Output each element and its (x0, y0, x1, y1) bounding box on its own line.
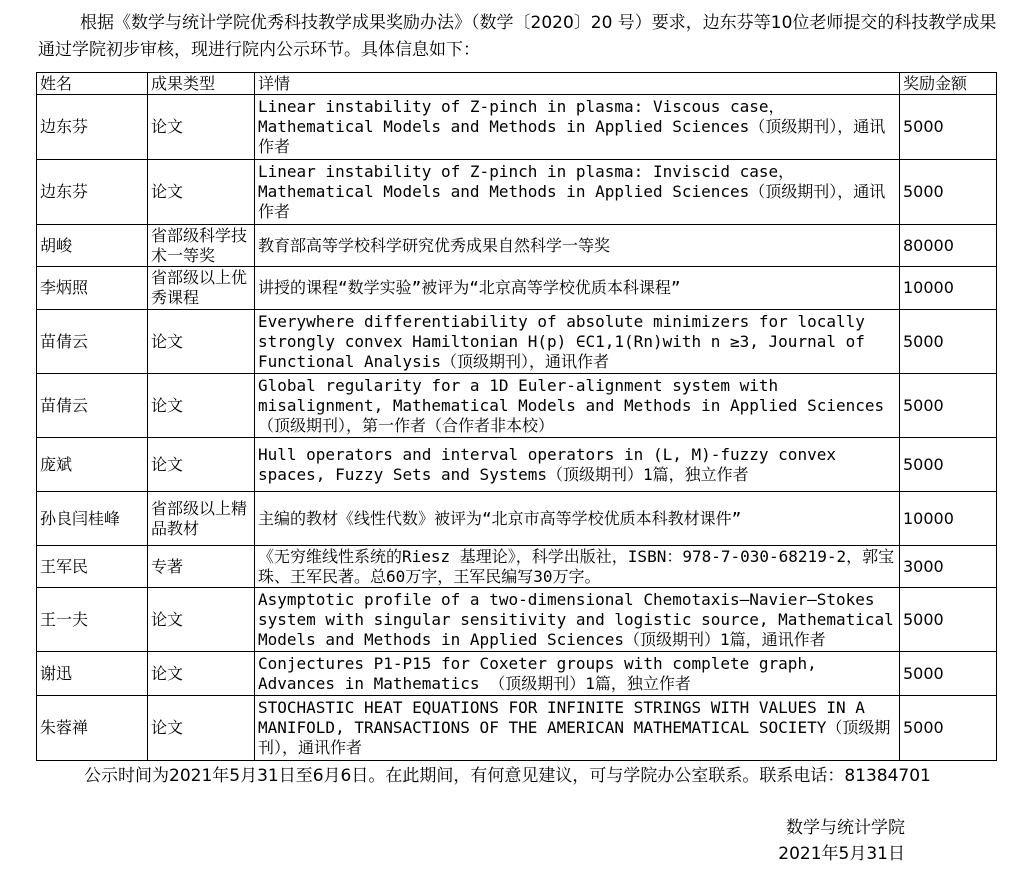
cell-name: 朱蓉禅 (37, 696, 148, 761)
cell-detail: Conjectures P1-P15 for Coxeter groups with complete graph, Advances in Mathematics （顶级期刊）1篇，独立作者 (255, 652, 900, 696)
cell-type: 论文 (148, 438, 255, 492)
cell-name: 边东芬 (37, 95, 148, 160)
cell-type: 论文 (148, 652, 255, 696)
table-row (37, 492, 997, 546)
cell-name: 苗倩云 (37, 374, 148, 438)
cell-name: 庞斌 (37, 438, 148, 492)
cell-type: 专著 (148, 546, 255, 588)
cell-detail: Hull operators and interval operators in (L, M)-fuzzy convex spaces, Fuzzy Sets and Systems（顶级期刊）1篇，独立作者 (255, 438, 900, 492)
cell-amount: 5000 (900, 374, 997, 438)
cell-amount: 5000 (900, 438, 997, 492)
cell-amount: 10000 (900, 267, 997, 310)
cell-type: 论文 (148, 310, 255, 374)
cell-name: 谢迅 (37, 652, 148, 696)
cell-amount: 5000 (900, 95, 997, 160)
table-row (37, 374, 997, 438)
cell-detail: 《无穷维线性系统的Riesz 基理论》，科学出版社，ISBN：978-7-030-68219-2，郭宝珠、王军民著。总60万字，王军民编写30万字。 (255, 546, 900, 588)
table-row (37, 310, 997, 374)
cell-detail: STOCHASTIC HEAT EQUATIONS FOR INFINITE STRINGS WITH VALUES IN A MANIFOLD, TRANSACTIONS OF THE AMERICAN MATHEMATICAL SOCIETY（顶级期刊），通讯作者 (255, 696, 900, 761)
cell-amount: 10000 (900, 492, 997, 546)
table-row (37, 438, 997, 492)
cell-amount: 80000 (900, 225, 997, 267)
cell-detail: 主编的教材《线性代数》被评为“北京市高等学校优质本科教材课件” (255, 492, 900, 546)
cell-amount: 5000 (900, 652, 997, 696)
table-body (37, 95, 997, 761)
cell-detail: Linear instability of Z-pinch in plasma: Viscous case，Mathematical Models and Methods in Applied Sciences（顶级期刊），通讯作者 (255, 95, 900, 160)
cell-detail: Everywhere differentiability of absolute minimizers for locally strongly convex Hamiltonian H(p) ∈C1,1(Rn)with n ≥3, Journal of Functional Analysis（顶级期刊），通讯作者 (255, 310, 900, 374)
cell-detail: 教育部高等学校科学研究优秀成果自然科学一等奖 (255, 225, 900, 267)
cell-type: 论文 (148, 160, 255, 225)
cell-type: 论文 (148, 588, 255, 652)
notice-paragraph: 公示时间为2021年5月31日至6月6日。在此期间，有何意见建议，可与学院办公室联系。联系电话：81384701 (84, 766, 931, 786)
cell-detail: Linear instability of Z-pinch in plasma: Inviscid case，Mathematical Models and Methods in Applied Sciences（顶级期刊），通讯作者 (255, 160, 900, 225)
header-name: 姓名 (37, 73, 148, 95)
cell-name: 王一夫 (37, 588, 148, 652)
cell-detail: Global regularity for a 1D Euler-alignment system with misalignment, Mathematical Models and Methods in Applied Sciences（顶级期刊），第一作者（合作者非本校） (255, 374, 900, 438)
table-row (37, 160, 997, 225)
awards-table (36, 72, 997, 761)
cell-type: 论文 (148, 95, 255, 160)
cell-amount: 5000 (900, 696, 997, 761)
table-row (37, 225, 997, 267)
cell-type: 省部级科学技术一等奖 (148, 225, 255, 267)
cell-detail: Asymptotic profile of a two-dimensional Chemotaxis–Navier–Stokes system with singular sensitivity and logistic source, Mathematical Models and Methods in Applied Sciences（顶级期刊）1篇，通讯作者 (255, 588, 900, 652)
cell-name: 胡峻 (37, 225, 148, 267)
cell-type: 论文 (148, 696, 255, 761)
header-amount: 奖励金额 (900, 73, 997, 95)
cell-name: 边东芬 (37, 160, 148, 225)
cell-amount: 3000 (900, 546, 997, 588)
cell-amount: 5000 (900, 588, 997, 652)
signature-date: 2021年5月31日 (778, 844, 905, 864)
table-row (37, 95, 997, 160)
table-row (37, 588, 997, 652)
cell-type: 省部级以上优秀课程 (148, 267, 255, 310)
cell-name: 苗倩云 (37, 310, 148, 374)
signature-org: 数学与统计学院 (786, 818, 905, 838)
cell-name: 王军民 (37, 546, 148, 588)
cell-amount: 5000 (900, 160, 997, 225)
table-row (37, 267, 997, 310)
cell-detail: 讲授的课程“数学实验”被评为“北京高等学校优质本科课程” (255, 267, 900, 310)
table-header-row (37, 73, 997, 95)
cell-amount: 5000 (900, 310, 997, 374)
cell-type: 省部级以上精品教材 (148, 492, 255, 546)
intro-paragraph: 根据《数学与统计学院优秀科技教学成果奖励办法》（数学〔2020〕20 号）要求，边东芬等10位老师提交的科技教学成果通过学院初步审核，现进行院内公示环节。具体信息如下： (38, 13, 997, 60)
header-type: 成果类型 (148, 73, 255, 95)
table-row (37, 546, 997, 588)
cell-type: 论文 (148, 374, 255, 438)
table-row (37, 652, 997, 696)
cell-name: 孙良闫桂峰 (37, 492, 148, 546)
signature-block (778, 815, 905, 867)
table-row (37, 696, 997, 761)
cell-name: 李炳照 (37, 267, 148, 310)
header-detail: 详情 (255, 73, 900, 95)
